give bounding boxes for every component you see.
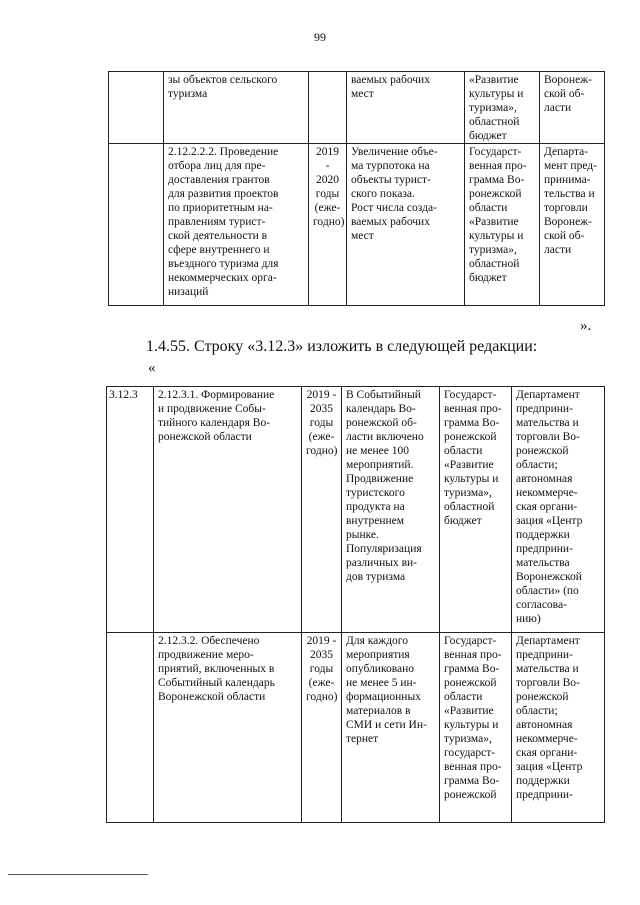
closing-quote: ».: [580, 318, 592, 334]
executor-cell: Департа- мент пред- принима- тельства и торговли Воронеж- ской об- ласти: [540, 144, 605, 306]
amendment-instruction: 1.4.55. Строку «3.12.3» изложить в следующей редакции:: [146, 338, 538, 355]
result-cell: В Событийный календарь Во- ронежской об- ласти включено не менее 100 мероприятий. Продвижение туристского продукта на внутреннем рынке. Популяризация различных ви- дов туризма: [342, 387, 440, 633]
footer-rule: [8, 874, 148, 875]
funding-source-cell: Государст- венная про- грамма Во- ронежской области «Развитие культуры и туризма», областной бюджет: [440, 387, 512, 633]
table-row: [107, 633, 605, 823]
result-cell: Увеличение объе- ма турпотока на объекты турист- ского показа. Рост числа созда- ваемых рабочих мест: [347, 144, 465, 306]
executor-cell: Департамент предприни- мательства и торговли Во- ронежской области; автономная некоммерче- ская органи- зация «Центр поддержки предприни-: [512, 633, 605, 823]
period-cell: 2019 - 2035 годы (еже- годно): [302, 387, 342, 633]
code-cell: [107, 633, 154, 823]
executor-cell: Воронеж- ской об- ласти: [540, 72, 605, 144]
funding-source-cell: Государст- венная про- грамма Во- ронежской области «Развитие культуры и туризма», государст- венная про- грамма Во- ронежской: [440, 633, 512, 823]
activity-cell: 2.12.3.2. Обеспечено продвижение меро- приятий, включенных в Событийный календарь Воронежской области: [154, 633, 302, 823]
activity-cell: 2.12.3.1. Формирование и продвижение Собы- тийного календаря Во- ронежской области: [154, 387, 302, 633]
activities-table-new: [106, 386, 605, 823]
opening-quote: «: [148, 360, 156, 376]
table-row: [107, 387, 605, 633]
page-number: 99: [314, 30, 326, 44]
period-cell: [309, 72, 347, 144]
table-row: [109, 72, 605, 144]
period-cell: 2019 - 2020 годы (еже- годно): [309, 144, 347, 306]
code-cell: [109, 72, 164, 144]
result-cell: ваемых рабочих мест: [347, 72, 465, 144]
result-cell: Для каждого мероприятия опубликовано не менее 5 ин- формационных материалов в СМИ и сети Ин- тернет: [342, 633, 440, 823]
period-cell: 2019 - 2035 годы (еже- годно): [302, 633, 342, 823]
activities-table-continued: [108, 71, 605, 306]
funding-source-cell: «Развитие культуры и туризма», областной бюджет: [465, 72, 540, 144]
executor-cell: Департамент предприни- мательства и торговли Во- ронежской области; автономная некоммерче- ская органи- зация «Центр поддержки предприни- мательства Воронежской области» (по согласова- нию): [512, 387, 605, 633]
activity-cell: зы объектов сельского туризма: [164, 72, 309, 144]
activity-cell: 2.12.2.2.2. Проведение отбора лиц для пре- доставления грантов для развития проектов по приоритетным на- правлениям турист- ской деятельности в сфере внутреннего и въездного туризма для некоммерческих орга- низаций: [164, 144, 309, 306]
funding-source-cell: Государст- венная про- грамма Во- ронежской области «Развитие культуры и туризма», областной бюджет: [465, 144, 540, 306]
code-cell: [109, 144, 164, 306]
table-row: [109, 144, 605, 306]
code-cell: 3.12.3: [107, 387, 154, 633]
